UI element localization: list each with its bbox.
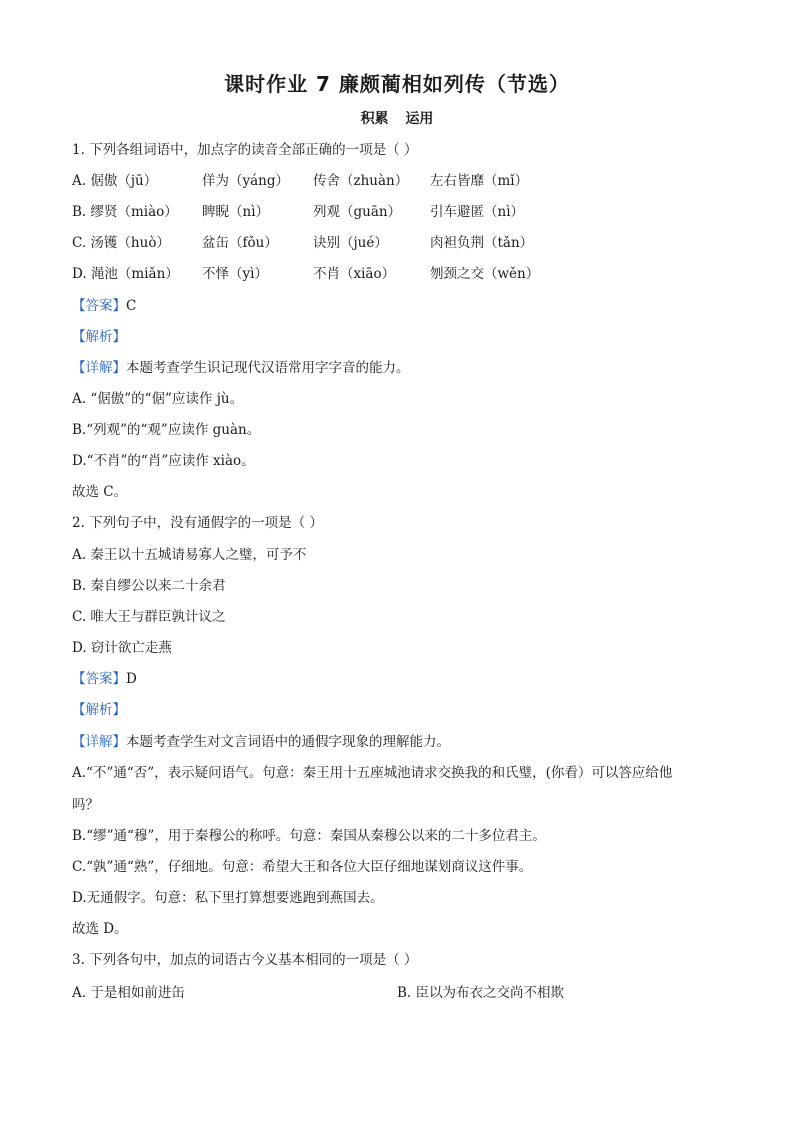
answer-tag: 【答案】 [72,298,126,314]
q1-option: 左右皆靡（mǐ） [430,173,529,189]
question-2-stem: 2. 下列句子中，没有通假字的一项是（ ） [72,515,323,531]
q2-note: C.“孰”通“熟”，仔细地。句意：希望大王和各位大臣仔细地谋划商议这件事。 [72,859,533,875]
q1-option: A. 倨傲（jū） [72,173,158,189]
page-title: 课时作业 7 廉颇蔺相如列传（节选） [224,72,570,96]
analysis-tag: 【解析】 [72,329,126,345]
q1-option: 不肖（xiāo） [313,266,396,282]
q1-option: 不怿（yì） [202,266,268,282]
q1-option: 列观（guān） [313,204,402,220]
q2-conclusion: 故选 D。 [72,921,128,937]
q1-answer [72,297,136,315]
q1-conclusion: 故选 C。 [72,484,128,500]
q2-option: D. 窃计欲亡走燕 [72,640,172,656]
analysis-tag: 【解析】 [72,702,126,718]
section-heading-part: 积累 [360,111,389,127]
q1-option: 传舍（zhuàn） [313,173,409,189]
detail-text: 本题考查学生对文言词语中的通假字现象的理解能力。 [126,734,450,750]
question-1-stem: 1. 下列各组词语中，加点字的读音全部正确的一项是（ ） [72,142,418,158]
q2-note: A.“不”通“否”，表示疑问语气。句意：秦王用十五座城池请求交换我的和氏璧，(你看）可以答应给他 [72,765,673,781]
q1-note: D.“不肖”的“肖”应读作 xiào。 [72,453,255,469]
question-3-stem: 3. 下列各句中，加点的词语古今义基本相同的一项是（ ） [72,952,418,968]
q1-option: 佯为（yáng） [202,173,290,189]
q3-option: A. 于是相如前进缶 [72,985,185,1001]
q1-option: B. 缪贤（miào） [72,204,178,220]
q2-answer [72,670,137,688]
section-heading [0,108,794,128]
q1-option: 刎颈之交（wěn） [430,266,540,282]
q2-option: A. 秦王以十五城请易寡人之璧，可予不 [72,547,307,563]
q1-option: C. 汤镬（huò） [72,235,170,251]
detail-tag: 【详解】 [72,734,126,750]
q2-note: B.“缪”通“穆”，用于秦穆公的称呼。句意：秦国从秦穆公以来的二十多位君主。 [72,828,546,844]
q2-note: D.无通假字。句意：私下里打算想要逃跑到燕国去。 [72,890,384,906]
section-heading-part: 运用 [405,111,434,127]
q1-note: A. “倨傲”的“倨”应读作 jù。 [72,391,244,407]
q2-detail [72,733,450,751]
answer-tag: 【答案】 [72,671,126,687]
answer-value: C [126,298,137,314]
q1-note: B.“列观”的“观”应读作 guàn。 [72,422,261,438]
q2-option: B. 秦自缪公以来二十余君 [72,578,226,594]
q1-analysis-tag [72,328,126,346]
answer-value: D [126,671,137,687]
q2-note-continued: 吗？ [72,797,99,813]
q1-option: 诀别（jué） [313,235,388,251]
q1-option: 盆缶（fǒu） [202,235,278,251]
detail-text: 本题考查学生识记现代汉语常用字字音的能力。 [126,360,410,376]
q2-option: C. 唯大王与群臣孰计议之 [72,609,226,625]
q1-option: 睥睨（nì） [202,204,270,220]
detail-tag: 【详解】 [72,360,126,376]
q3-option: B. 臣以为布衣之交尚不相欺 [397,985,565,1001]
q2-analysis-tag [72,701,126,719]
q1-option: 引车避匿（nì） [430,204,525,220]
q1-option: 肉袒负荆（tǎn） [430,235,534,251]
q1-option: D. 渑池（miǎn） [72,266,179,282]
q1-detail [72,359,410,377]
